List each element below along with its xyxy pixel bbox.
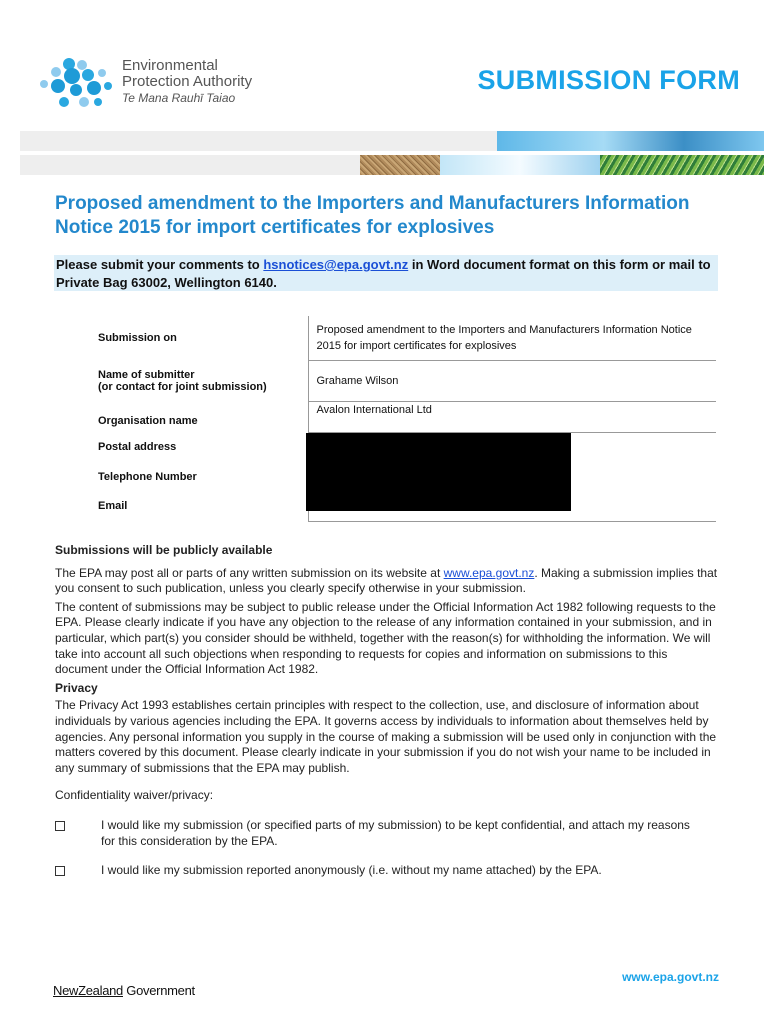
- sky-photo-strip: [497, 131, 764, 151]
- option-confidential-text: I would like my submission (or specified parts of my submission) to be kept confidential, and attach my reasons for this consideration by the EPA.: [101, 817, 690, 848]
- body-text: [55, 543, 721, 879]
- paragraph-oia: The content of submissions may be subject to public release under the Official Information Act 1982 following requests to the EPA. Please clearly indicate if you have any objection to the release of any information contained in your submission, and in particular, which part(s) you consider should be withheld, together with the reason(s) for withholding the information. We will take into account all such objections when responding to requests for copies and information on submissions to this document under the Official Information Act 1982.: [55, 599, 716, 677]
- privacy-heading: Privacy: [55, 680, 98, 695]
- banner-strip-bottom: [20, 155, 744, 175]
- logo-line2: Protection Authority: [122, 73, 253, 90]
- option-confidential: [55, 818, 721, 849]
- epa-logo-icon: [36, 56, 116, 116]
- telephone-label: Telephone Number: [86, 462, 308, 491]
- banner-strip-top: [20, 131, 744, 151]
- table-row: [86, 401, 716, 432]
- document-heading: Proposed amendment to the Importers and Manufacturers Information Notice 2015 for import certificates for explosives: [55, 193, 690, 238]
- organisation-label: Organisation name: [86, 401, 308, 432]
- name-label-line1: Name of submitter: [98, 368, 195, 381]
- paragraph-privacy: The Privacy Act 1993 establishes certain principles with respect to the collection, use, and disclosure of information about individuals by various agencies including the EPA. It governs access by individuals to information about themselves held by agencies. Any personal information you supply in the course of making a submission will be used only in conjunction with the matters covered by this document. Please clearly indicate in your submission if you do not wish your name to be included in any summary of submissions that the EPA may publish.: [55, 698, 717, 775]
- name-label-line2: (or contact for joint submission): [98, 380, 267, 393]
- footer-website-link[interactable]: www.epa.govt.nz: [622, 970, 719, 984]
- postal-address-label: Postal address: [86, 432, 308, 462]
- epa-website-link[interactable]: www.epa.govt.nz: [443, 565, 535, 580]
- organisation-value[interactable]: Avalon International Ltd: [308, 401, 716, 432]
- redaction-box: [306, 433, 571, 511]
- nzgov-new: New: [53, 983, 79, 998]
- logo-line1: Environmental: [122, 57, 218, 74]
- name-label: [86, 360, 308, 401]
- p1-prefix: The EPA may post all or parts of any written submission on its website at: [55, 565, 444, 580]
- confidential-checkbox[interactable]: [55, 821, 65, 831]
- nzgov-government: Government: [123, 983, 195, 998]
- notice-suffix: in Word document format on this form or mail to Private Bag 63002, Wellington 6140.: [56, 257, 711, 290]
- fern-photo-strip: [600, 155, 764, 175]
- notice-prefix: Please submit your comments to: [56, 257, 264, 272]
- submission-on-label: Submission on: [86, 316, 308, 360]
- submission-on-value[interactable]: Proposed amendment to the Importers and Manufacturers Information Notice 2015 for import certificates for explosives: [308, 316, 716, 360]
- nzgov-zealand: Zealand: [78, 983, 123, 998]
- cloud-photo-strip: [440, 155, 600, 175]
- option-anonymous-text: I would like my submission reported anonymously (i.e. without my name attached) by the EPA.: [101, 863, 602, 878]
- public-heading: Submissions will be publicly available: [55, 543, 273, 557]
- name-value[interactable]: Grahame Wilson: [308, 360, 716, 401]
- anonymous-checkbox[interactable]: [55, 866, 65, 876]
- submission-notice: [54, 255, 718, 291]
- logo-text: [122, 58, 252, 106]
- table-row: [86, 360, 716, 401]
- email-label: Email: [86, 491, 308, 521]
- p1-suffix: . Making a submission implies that you consent to such publication, unless you clearly specify otherwise in your submission.: [55, 565, 718, 596]
- option-anonymous: [55, 863, 721, 879]
- logo-maori: Te Mana Rauhī Taiao: [122, 91, 236, 105]
- form-title: SUBMISSION FORM: [477, 65, 740, 95]
- sand-photo-strip: [360, 155, 440, 175]
- table-row: [86, 316, 716, 360]
- confidentiality-label: Confidentiality waiver/privacy:: [55, 788, 214, 803]
- nz-government-logo: [53, 983, 195, 998]
- paragraph-publication: [55, 566, 721, 597]
- notice-email-link[interactable]: hsnotices@epa.govt.nz: [263, 257, 409, 272]
- epa-logo: [36, 56, 296, 116]
